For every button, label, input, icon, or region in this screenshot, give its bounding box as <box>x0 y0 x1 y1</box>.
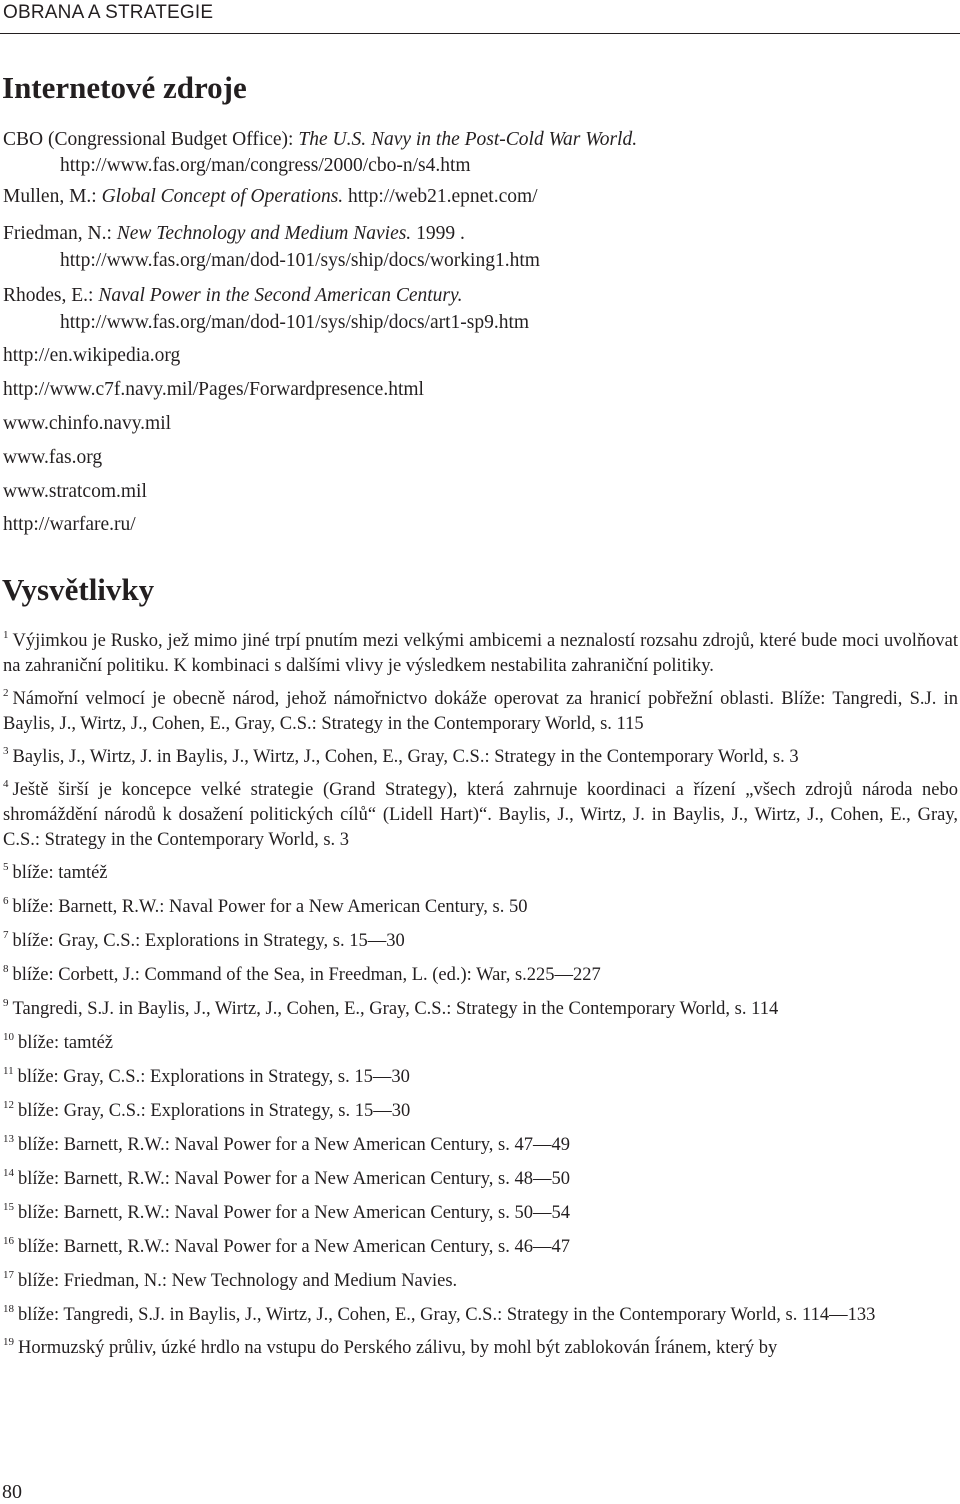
source-item: http://www.c7f.navy.mil/Pages/Forwardpresence.html <box>3 379 424 400</box>
note-item: $^9$ Tangredi, S.J. in Baylis, J., Wirtz, J., Cohen, E., Gray, C.S.: Strategy in the Contemporary World, s. 114 <box>3 996 779 1019</box>
note-item: $^{18}$ blíže: Tangredi, S.J. in Baylis, J., Wirtz, J., Cohen, E., Gray, C.S.: Strategy in the Contemporary World, s. 114—133 <box>3 1302 876 1325</box>
running-header <box>0 0 960 34</box>
note-item: $^8$ blíže: Corbett, J.: Command of the Sea, in Freedman, L. (ed.): War, s.225—227 <box>3 962 601 985</box>
note-item: $^{10}$ blíže: tamtéž <box>3 1030 114 1053</box>
source-item: Mullen, M.: Global Concept of Operations. http://web21.epnet.com/ <box>3 186 538 207</box>
source-item-url: http://www.fas.org/man/dod-101/sys/ship/docs/art1-sp9.htm <box>60 312 530 333</box>
source-item: CBO (Congressional Budget Office): The U.S. Navy in the Post-Cold War World. <box>3 129 638 150</box>
note-item: $^{11}$ blíže: Gray, C.S.: Explorations in Strategy, s. 15—30 <box>3 1064 410 1087</box>
note-item: $^6$ blíže: Barnett, R.W.: Naval Power for a New American Century, s. 50 <box>3 894 528 917</box>
note-item: $^2$ Námořní velmocí je obecně národ, jehož námořnictvo dokáže operovat za hranicí pobřežní oblasti. Blíže: Tangredi, S.J. in Baylis, J., Wirtz, J., Cohen, E., Gray, C.S.: Strategy in the Contemporary World, s. 115 <box>3 686 958 734</box>
note-item: $^{17}$ blíže: Friedman, N.: New Technology and Medium Navies. <box>3 1268 458 1291</box>
note-item: $^{15}$ blíže: Barnett, R.W.: Naval Power for a New American Century, s. 50—54 <box>3 1200 570 1223</box>
note-item: $^{12}$ blíže: Gray, C.S.: Explorations in Strategy, s. 15—30 <box>3 1098 411 1121</box>
source-item: Rhodes, E.: Naval Power in the Second American Century. <box>3 285 463 306</box>
source-item: Friedman, N.: New Technology and Medium Navies. 1999 . <box>3 223 465 244</box>
note-item: $^5$ blíže: tamtéž <box>3 860 108 883</box>
notes-heading: Vysvětlivky <box>2 572 155 607</box>
source-item: www.chinfo.navy.mil <box>3 413 172 434</box>
note-item: $^3$ Baylis, J., Wirtz, J. in Baylis, J., Wirtz, J., Cohen, E., Gray, C.S.: Strategy in the Contemporary World, s. 3 <box>3 744 799 767</box>
source-item: http://en.wikipedia.org <box>3 345 181 366</box>
source-item-url: http://www.fas.org/man/dod-101/sys/ship/docs/working1.htm <box>60 250 540 271</box>
source-item: www.fas.org <box>3 447 103 468</box>
source-item: http://warfare.ru/ <box>3 514 136 535</box>
note-item: $^{19}$ Hormuzský průliv, úzké hrdlo na vstupu do Perského zálivu, by mohl být zablokován Íránem, který by <box>3 1335 778 1358</box>
notes-list <box>3 629 958 1370</box>
source-item: www.stratcom.mil <box>3 481 147 502</box>
note-item: $^4$ Ještě širší je koncepce velké strategie (Grand Strategy), která zahrnuje koordinaci a řízení „všech zdrojů národa nebo shromáždění národů k dosažení politických cílů“ (Lidell Hart)“. Baylis, J., Wirtz, J. in Baylis, J., Wirtz, J., Cohen, E., Gray, C.S.: Strategy in the Contemporary World, s. 3 <box>3 777 958 850</box>
note-item: $^7$ blíže: Gray, C.S.: Explorations in Strategy, s. 15—30 <box>3 928 405 951</box>
note-item: $^{13}$ blíže: Barnett, R.W.: Naval Power for a New American Century, s. 47—49 <box>3 1132 570 1155</box>
sources-heading: Internetové zdroje <box>2 70 247 105</box>
note-item: $^{16}$ blíže: Barnett, R.W.: Naval Power for a New American Century, s. 46—47 <box>3 1234 570 1257</box>
source-item-url: http://www.fas.org/man/congress/2000/cbo-n/s4.htm <box>60 155 471 176</box>
note-item: $^{14}$ blíže: Barnett, R.W.: Naval Power for a New American Century, s. 48—50 <box>3 1166 570 1189</box>
running-header-title: OBRANA A STRATEGIE <box>3 2 214 23</box>
page-number: 80 <box>2 1481 22 1503</box>
note-item: $^1$ Výjimkou je Rusko, jež mimo jiné trpí pnutím mezi velkými ambicemi a neznalostí rozsahu zdrojů, které bude moci uvolňovat na zahraniční politiku. K kombinaci s dalšími vlivy je výsledkem nestabilita zahraniční politiky. <box>3 628 958 676</box>
